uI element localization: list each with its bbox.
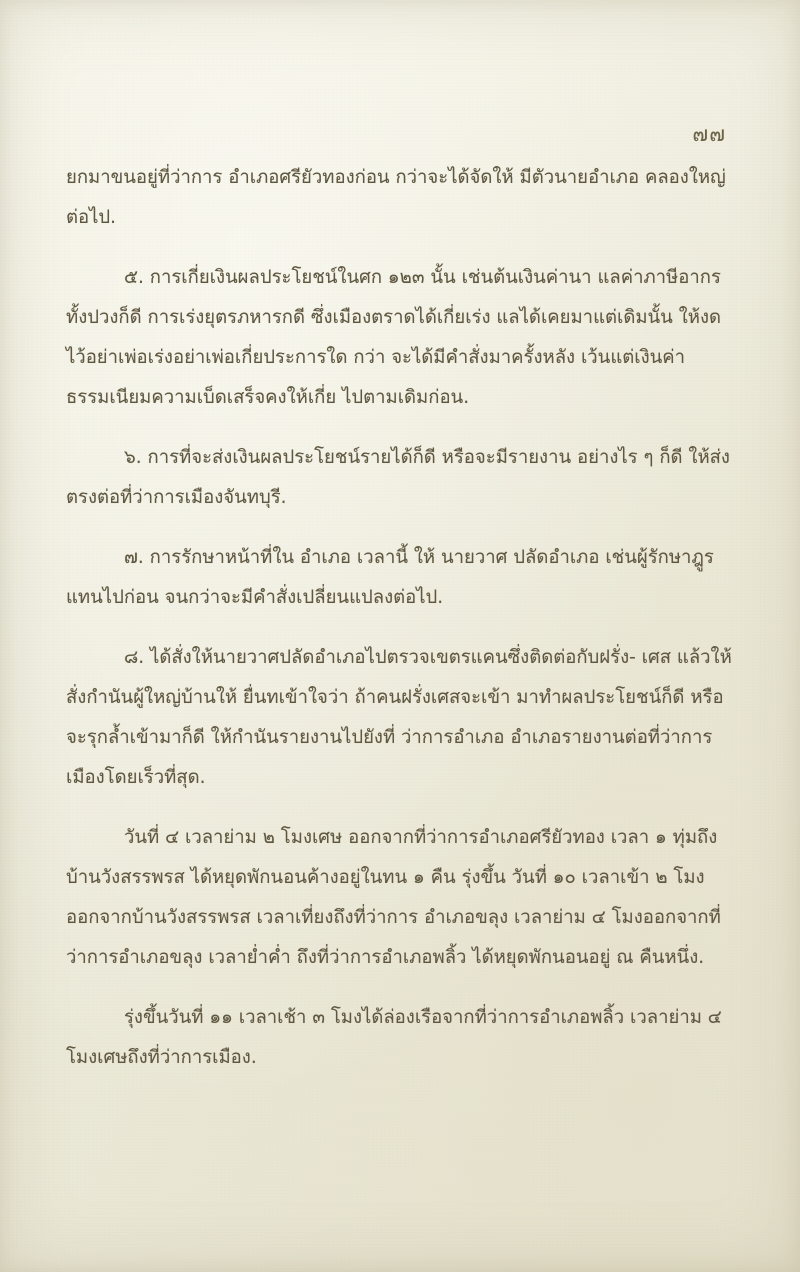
page-body-text	[66, 158, 738, 1096]
paragraph-continuation: ยกมาขนอยู่ที่ว่าการ อำเภอศรียัวทองก่อน กว่าจะได้จัดให้ มีตัวนายอำเภอ คลองใหญ่ต่อไป.	[66, 167, 726, 228]
paragraph-item-6: ๖. การที่จะส่งเงินผลประโยชน์รายได้ก็ดี หรือจะมีรายงาน อย่างไร ๆ ก็ดี ให้ส่งตรงต่อที่ว่าการเมืองจันทบุรี.	[66, 447, 730, 508]
paragraph-itinerary-2: รุ่งขึ้นวันที่ ๑๑ เวลาเช้า ๓ โมงได้ล่องเรือจากที่ว่าการอำเภอพลิ้ว เวลาย่าม ๔ โมงเศษถึงที่ว่าการเมือง.	[66, 1007, 728, 1068]
paragraph-item-8: ๘. ได้สั่งให้นายวาศปลัดอำเภอไปตรวจเขตรแคนซึ่งติดต่อกับฝรั่ง- เศส แล้วให้สั่งกำนันผู้ใหญ่บ้านให้ ยื่นทเข้าใจว่า ถ้าคนฝรั่งเศสจะเข้า มาทำผลประโยชน์ก็ดี หรือจะรุกล้ำเข้ามาก็ดี ให้กำนันรายงานไปยังที่ ว่าการอำเภอ อำเภอรายงานต่อที่ว่าการเมืองโดยเร็วที่สุด.	[66, 647, 732, 788]
paragraph-item-7: ๗. การรักษาหน้าที่ใน อำเภอ เวลานี้ ให้ นายวาศ ปลัดอำเภอ เช่นผู้รักษาฎูรแทนไปก่อน จนกว่าจะมีคำสั่งเปลี่ยนแปลงต่อไป.	[66, 547, 714, 608]
page-number: ๗๗	[692, 122, 726, 146]
paragraph-item-5: ๕. การเกี่ยเงินผลประโยชน์ในศก ๑๒๓ นั้น เช่นต้นเงินค่านา แลค่าภาษีอากรทั้งปวงก็ดี การเร่งยุตรภหารกดี ซึ่งเมืองตราดได้เกี่ยเร่ง แลได้เคยมาแต่เดิมนั้น ให้งดไว้อย่าเพ่อเร่งอย่าเพ่อเกี่ยประการใด กว่า จะได้มีคำสั่งมาครั้งหลัง เว้นแต่เงินค่าธรรมเนียมความเบ็ดเสร็จคงให้เกี่ย ไปตามเดิมก่อน.	[66, 267, 721, 408]
paragraph-itinerary-1: วันที่ ๔ เวลาย่าม ๒ โมงเศษ ออกจากที่ว่าการอำเภอศรียัวทอง เวลา ๑ ทุ่มถึงบ้านวังสรรพรส ได้หยุดพักนอนค้างอยู่ในทน ๑ คืน รุ่งขึ้น วันที่ ๑๐ เวลาเข้า ๒ โมงออกจากบ้านวังสรรพรส เวลาเที่ยงถึงที่ว่าการ อำเภอขลุง เวลาย่าม ๔ โมงออกจากที่ว่าการอำเภอขลุง เวลาย่ำค่ำ ถึงที่ว่าการอำเภอพลิ้ว ได้หยุดพักนอนอยู่ ณ คืนหนึ่ง.	[66, 827, 721, 968]
